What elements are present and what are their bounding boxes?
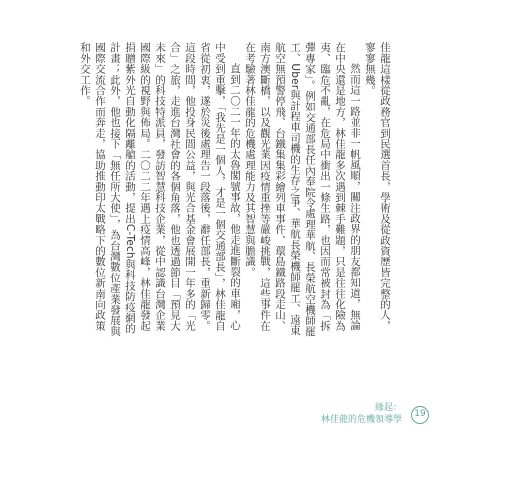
running-footer: [321, 402, 402, 426]
paragraph-2: 然而這一路並非一帆風順，關注政界的朋友都知道，無論在中央還是地方，林佳龍多次遇到棘手難題，只是往往化險為夷、臨危不亂，在危局中衝出一條生路，也因而常被封為「拆彈專家」。例如交通部長任內奉院令處理華航、長榮航空機師罷工、Uber與計程車司機的生存之爭、華航長榮機師罷工、遠東航空無預警停飛、台鐵集集彩繪列車事件、環島鐵路段走山、南方澳斷橋，以及觀光業因疫情重挫等嚴峻挑戰，這些事件在在考驗著林佳龍的危機處理能力及其智慧與膽識。: [244, 42, 361, 337]
page-number: 19: [411, 406, 429, 424]
footer-chapter: 緣起：: [374, 403, 402, 413]
paragraph-1: 佳龍這樣從政務官到民選首長，學術及從政資歷皆完整的人，寥寥無幾。: [364, 42, 391, 331]
paragraph-3: 直到二〇二一年的太魯閣號事故，他走進斷裂的車廂，心中受到重擊，「我先是一個人，才是一個交通部長」，林佳龍自省從初衷，遂於災後處理告一段落後，辭任部長，重新歸零。這段時間，他投身民間公益，與光合基金會展開一年多的「光合」之旅，走進台灣社會的各個角落，他也透過節目「預見大未來」的科技特派員，發訪智慧科技企業，從中認識台灣企業國際級的視野與佈局。二〇二二年遇上疫情高峰，林佳龍發起捐贈紫外光自動化隔離艙的活動，提出C-Tech與科技防疫網的計畫；此外，他也接下「無任所大使」，為台灣數位產業發展與國際交流合作而奔走，協助推動印太戰略下的數位新南向政策和外交工作。: [79, 42, 241, 337]
body-text: [65, 42, 392, 340]
footer-title: 林佳龍的危機領導學: [320, 415, 402, 425]
